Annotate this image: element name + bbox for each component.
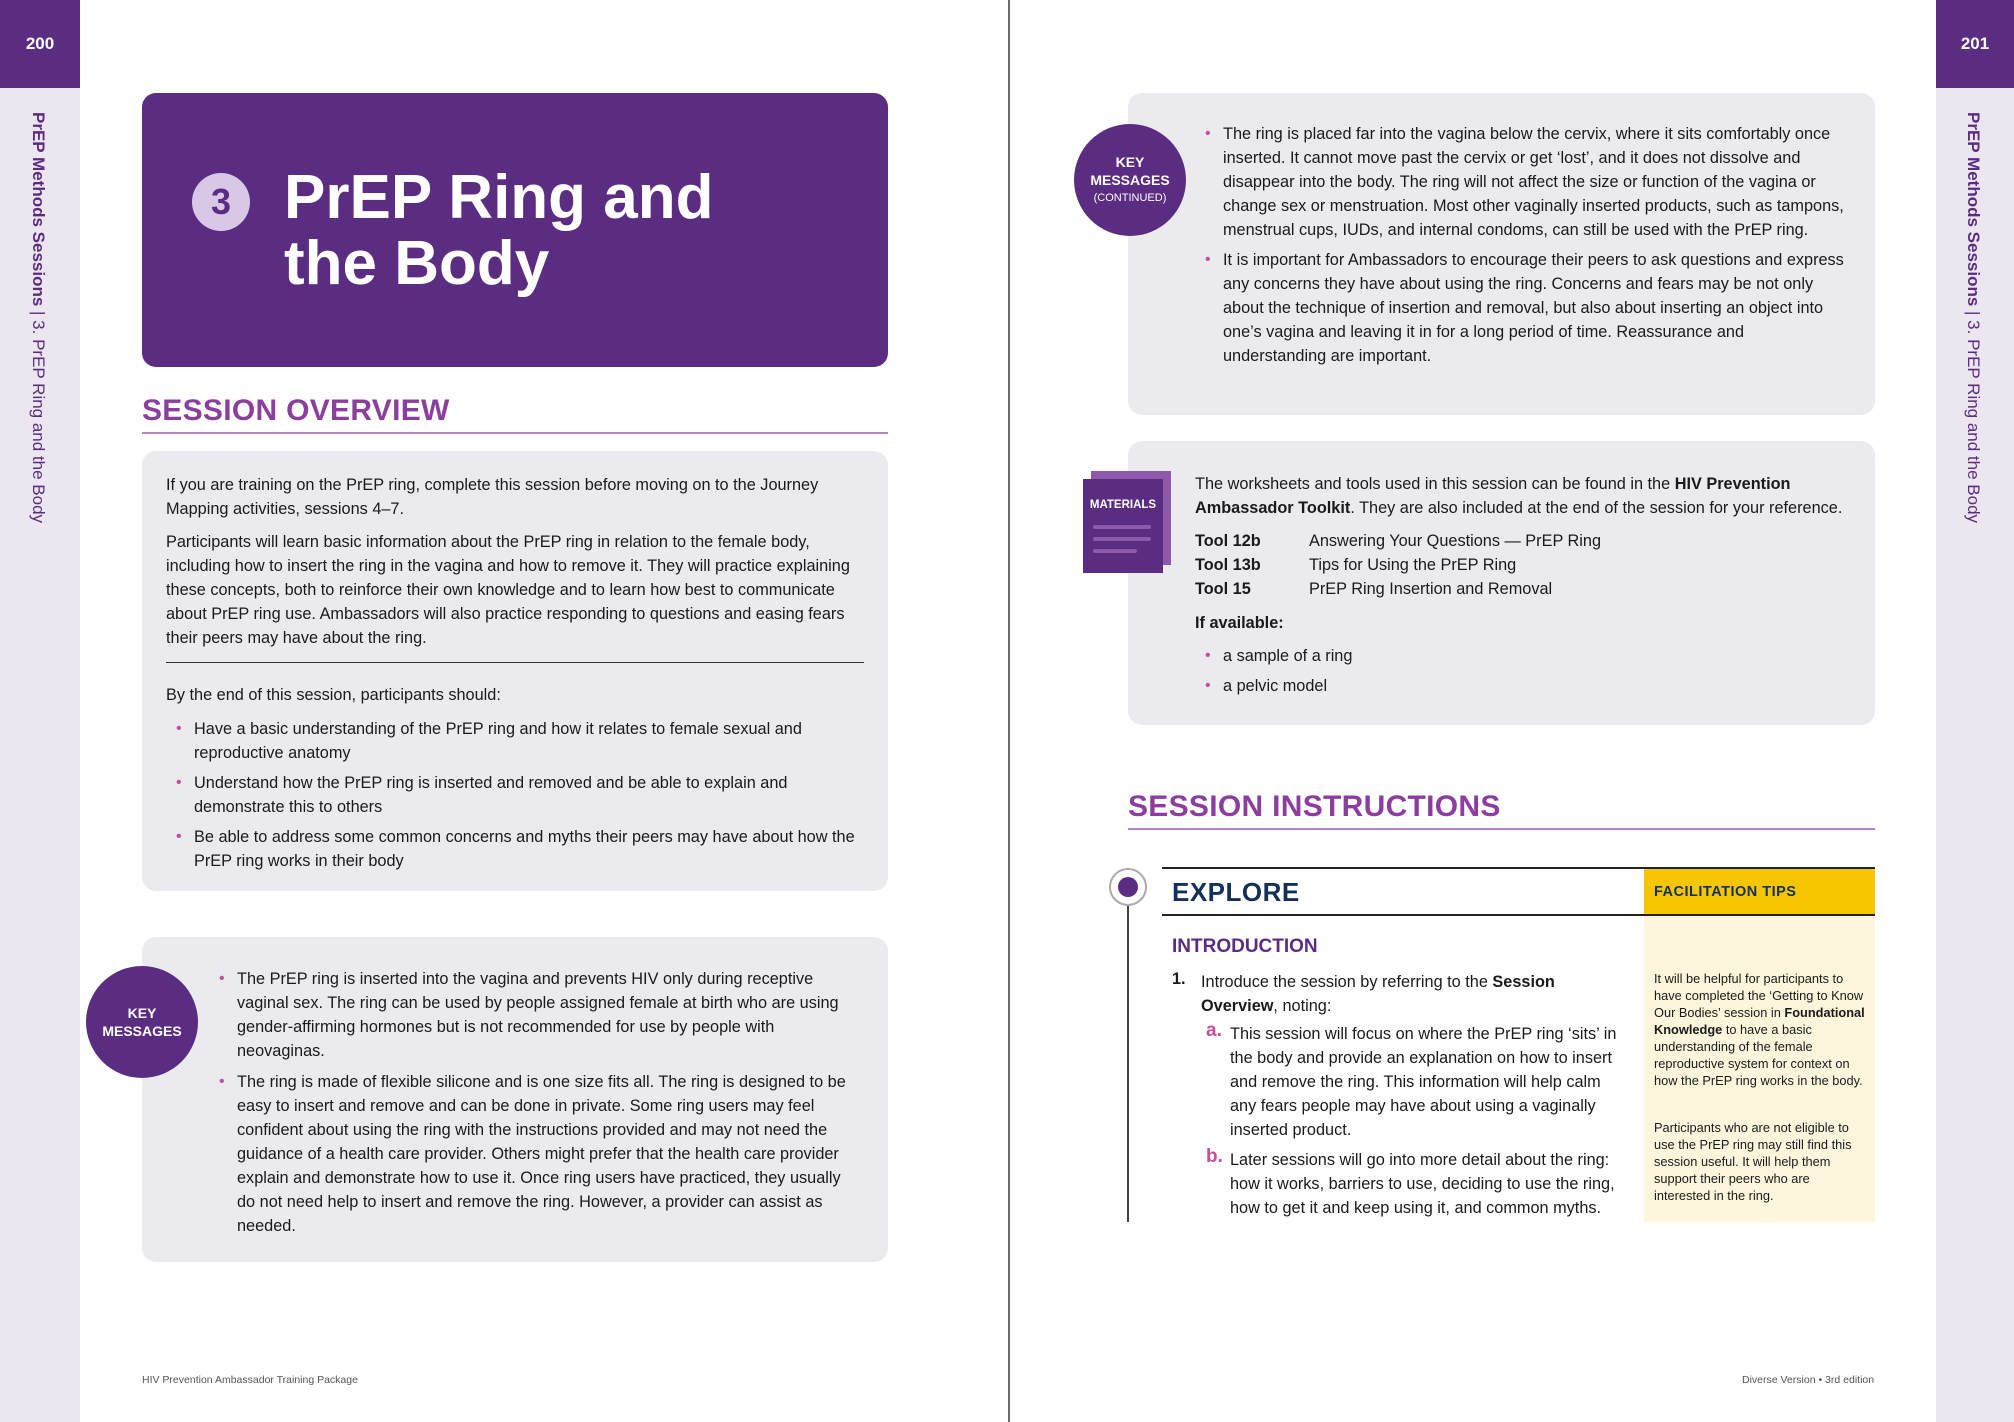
if-available-label: If available:	[1195, 614, 1284, 632]
objectives-intro: By the end of this session, participants should:	[166, 686, 501, 704]
key-messages-badge: KEY MESSAGES	[86, 966, 198, 1078]
key-messages-continued-list	[1195, 122, 1849, 374]
list-item: • The ring is placed far into the vagina below the cervix, where it sits comfortably once inserted. It cannot move past the cervix or get ‘lost’, and it does not dissolve and disappear into the body. The ring will not affect the size or function of the vagina or change sex or menstruation. Most other vaginally inserted products, such as tampons, menstrual cups, IUDs, and internal condoms, can still be used with the PrEP ring.	[1205, 125, 1844, 239]
sub-step-b-text: Later sessions will go into more detail about the ring: how it works, barriers to use, deciding to use the ring, how to get it and keep using it, and common myths.	[1230, 1151, 1615, 1217]
section-rule	[1128, 828, 1875, 830]
footer-right: Diverse Version • 3rd edition	[1742, 1374, 1875, 1386]
step-1-text: Introduce the session by referring to the Session Overview, noting:	[1201, 973, 1555, 1015]
session-overview-heading: SESSION OVERVIEW	[142, 394, 450, 427]
explore-icon	[1109, 868, 1147, 906]
overview-paragraph-2: Participants will learn basic information about the PrEP ring in relation to the female body, including how to insert the ring in the vagina and how to remove it. They will practice explaining these concepts, both to reinforce their own knowledge and to learn how best to communicate about PrEP ring use. Ambassadors will also practice responding to questions and easing fears their peers may have about the ring.	[166, 533, 850, 647]
running-section-label-left: PrEP Methods Sessions | 3. PrEP Ring and the Body	[29, 112, 48, 524]
session-title: PrEP Ring and the Body	[284, 163, 714, 298]
sub-step-letter: b.	[1206, 1146, 1223, 1167]
section-rule	[142, 432, 888, 434]
sub-step-a-text: This session will focus on where the PrEP ring ‘sits’ in the body and provide an explanation on how to insert and remove the ring. This information will help calm any fears people may have about using a vaginally inserted product.	[1230, 1025, 1617, 1139]
key-messages-list	[209, 967, 853, 1244]
explore-heading: EXPLORE	[1172, 877, 1300, 907]
document-spread: 200 PrEP Methods Sessions | 3. PrEP Ring and the Body 201 PrEP Methods Sessions | 3. PrEP Ring and the Body 3 PrEP Ring and the Body SESSION OVERVIEW If you are training on the PrEP ring, complete this session before moving on to the Journey Mapping activities, sessions 4–7. Participants will learn basic information about the PrEP ring in relation to the female body, including how to insert the ring in the vagina and how to remove it. They will practice explaining these concepts, both to reinforce their own knowledge and to learn how best to communicate about PrEP ring use. Ambassadors will also practice responding to questions and easing fears their peers may have about the ring. By the end of this session, participants should: • Have a basic understanding of the PrEP ring and how it relates to female sexual and reproductive anatomy • Understand how the PrEP ring is inserted and removed and be able to explain and demonstrate this to others • Be able to address some common concerns and myths their peers may have about how the PrEP ring works in their body KEY MESSAGES • The PrEP ring is inserted into the vagina and prevents HIV only during receptive vaginal sex. The ring can be used by people assigned female at birth who are using gender-affirming hormones but is not recommended for use by people with neovaginas. • The ring is made of flexible silicone and is one size fits all. The ring is designed to be easy to insert and remove and can be done in private. Some ring users may feel confident about using the ring with the instructions provided and may not need the guidance of a health care provider. Others might prefer that the health care provider explain and demonstrate how to use it. Once ring users have practiced, they usually do not need help to insert and remove the ring. However, a provider can assist as needed. HIV Prevention Ambassador Training Package KEY MESSAGES (CONTINUED) • The ring is placed far into the vagina below the cervix, where it sits comfortably once inserted. It cannot move past the cervix or get ‘lost’, and it does not dissolve and disappear into the body. The ring will not affect the size or function of the vagina or change sex or menstruation. Most other vaginally inserted products, such as tampons, menstrual cups, IUDs, and internal condoms, can still be used with the PrEP ring. • It is important for Ambassadors to encourage their peers to ask questions and express any concerns they have about using the ring. Concerns and fears may be not only about the technique of insertion and removal, but also about inserting an object into one’s vagina and leaving it in for a long period of time. Reassurance and understanding are important. MATERIALS The worksheets and tools used in this session can be found in the HIV Prevention Ambassador Toolkit. They are also included at the end of the session for your reference. Tool 12b Answering Your Questions — PrEP Ring Tool 13b Tips for Using the PrEP Ring Tool 15 PrEP Ring Insertion and Removal If available: • a sample of a ring • a pelvic model SESSION INSTRUCTIONS EXPLORE FACILITATION TIPS It will be helpful for participants to have completed the ‘Getting to Know Our Bodies’ session in Foundational Knowledge to have a basic understanding of the female reproductive system for context on how the PrEP ring works in the body. Participants who are not eligible to use the PrEP ring may still find this session useful. It will help them support their peers who are interested in the ring. INTRODUCTION 1. Introduce the session by referring to the Session Overview, noting: a. This session will focus on where the PrEP ring ‘sits’ in the body and provide an explanation on how to insert and remove the ring. This information will help calm any fears people may have about using a vaginally inserted product. b. Later sessions will go into more detail about the ring: how it works, barriers to use, deciding to use the ring, how to get it and keep using it, and common myths. Diverse Version • 3rd edition	[0, 0, 2014, 1422]
divider	[166, 662, 864, 663]
key-messages-continued-badge: KEY MESSAGES (CONTINUED)	[1074, 124, 1186, 236]
session-instructions-heading: SESSION INSTRUCTIONS	[1128, 790, 1501, 823]
page-gutter	[1008, 0, 1010, 1422]
list-item: • Understand how the PrEP ring is inserted and removed and be able to explain and demonstrate this to others	[176, 774, 788, 816]
left-side-tab	[0, 0, 80, 1422]
step-number: 1.	[1172, 970, 1186, 988]
explore-top-rule	[1162, 867, 1644, 869]
sub-step-letter: a.	[1206, 1020, 1222, 1041]
session-number-badge: 3	[192, 173, 250, 231]
explore-bottom-rule	[1162, 914, 1644, 916]
page-number-left: 200	[0, 0, 80, 88]
list-item: • Have a basic understanding of the PrEP ring and how it relates to female sexual and reproductive anatomy	[176, 720, 802, 762]
overview-paragraph-1: If you are training on the PrEP ring, complete this session before moving on to the Journey Mapping activities, sessions 4–7.	[166, 476, 819, 518]
materials-intro: The worksheets and tools used in this session can be found in the HIV Prevention Ambassador Toolkit. They are also included at the end of the session for your reference.	[1195, 475, 1843, 517]
list-item: • Be able to address some common concerns and myths their peers may have about how the PrEP ring works in their body	[176, 828, 855, 870]
explore-rule	[1127, 906, 1129, 1222]
right-side-tab	[1936, 0, 2014, 1422]
list-item: • a sample of a ring	[1205, 647, 1353, 665]
running-section-label-right: PrEP Methods Sessions | 3. PrEP Ring and the Body	[1964, 112, 1983, 524]
list-item: • It is important for Ambassadors to encourage their peers to ask questions and express any concerns they have about using the ring. Concerns and fears may be not only about the technique of insertion and removal, but also about inserting an object into one’s vagina and leaving it in for a long period of time. Reassurance and understanding are important.	[1205, 251, 1844, 365]
facilitation-tips-heading: FACILITATION TIPS	[1644, 867, 1875, 916]
objectives-list	[166, 717, 866, 879]
list-item: • The ring is made of flexible silicone and is one size fits all. The ring is designed to be easy to insert and remove and can be done in private. Some ring users may feel confident about using the ring with the instructions provided and may not need the guidance of a health care provider. Others might prefer that the health care provider explain and demonstrate how to use it. Once ring users have practiced, they usually do not need help to insert and remove the ring. However, a provider can assist as needed.	[219, 1073, 846, 1235]
facilitation-tips-box	[1644, 916, 1875, 1222]
list-item: • The PrEP ring is inserted into the vagina and prevents HIV only during receptive vaginal sex. The ring can be used by people assigned female at birth who are using gender-affirming hormones but is not recommended for use by people with neovaginas.	[219, 970, 839, 1060]
available-items-list	[1195, 644, 1595, 704]
facilitation-tip-2: Participants who are not eligible to use the PrEP ring may still find this session useful. It will help them support their peers who are interested in the ring.	[1654, 1120, 1852, 1203]
materials-icon: MATERIALS	[1083, 471, 1171, 573]
introduction-heading: INTRODUCTION	[1172, 936, 1318, 957]
list-item: • a pelvic model	[1205, 677, 1328, 695]
session-title-block	[142, 93, 888, 367]
page-number-right: 201	[1936, 0, 2014, 88]
footer-left: HIV Prevention Ambassador Training Package	[142, 1374, 358, 1386]
facilitation-tip-1: It will be helpful for participants to have completed the ‘Getting to Know Our Bodies’ session in Foundational Knowledge to have a basic understanding of the female reproductive system for context on how the PrEP ring works in the body.	[1654, 971, 1865, 1088]
